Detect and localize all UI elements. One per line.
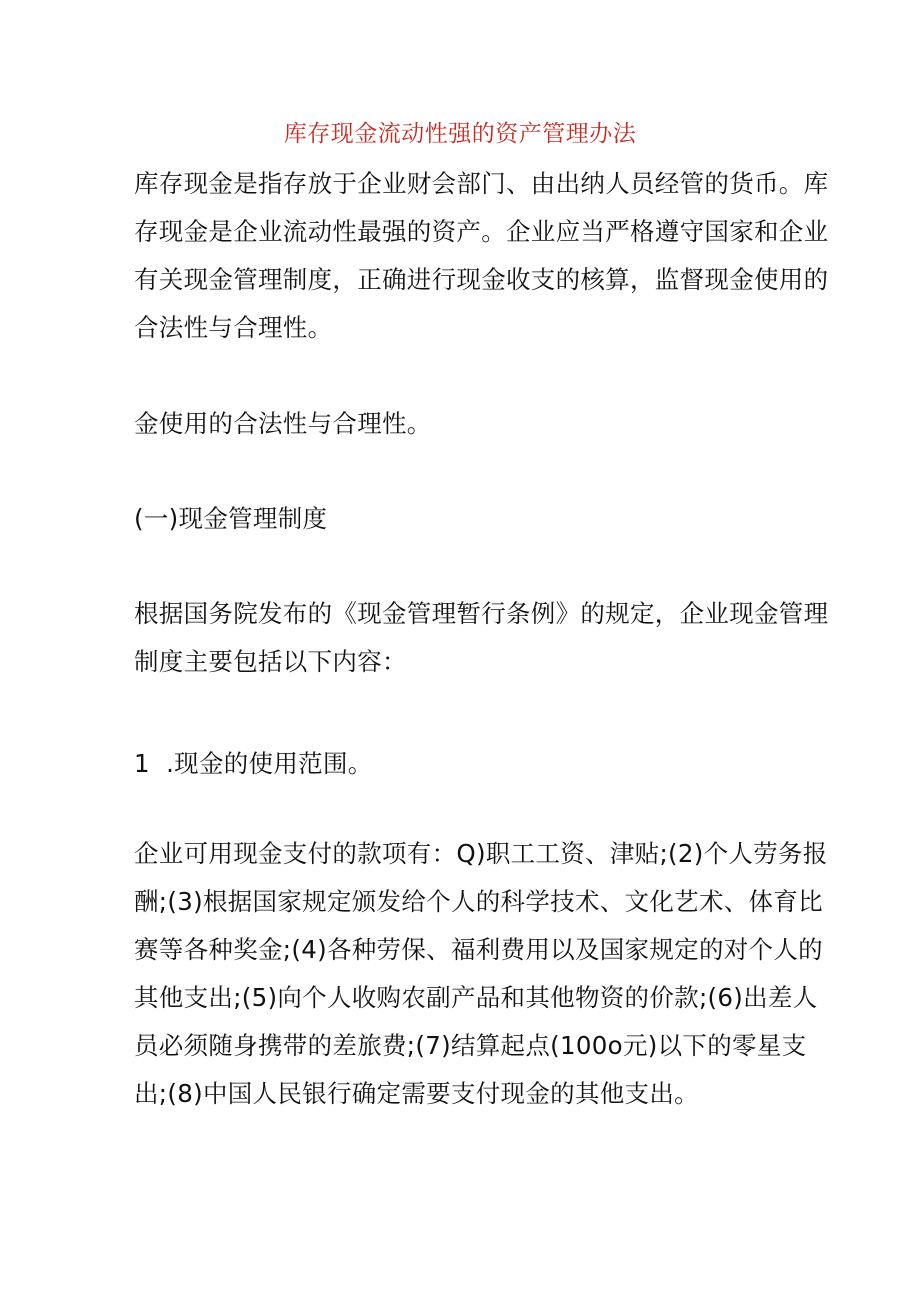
- intro-line: 库存现金是指存放于企业财会部门、由出纳人员经管的货币。库: [134, 169, 829, 198]
- regulation-paragraph: [134, 590, 829, 686]
- document-title: 库存现金流动性强的资产管理办法: [283, 121, 637, 147]
- section-heading: [134, 495, 794, 543]
- usage-line: 出;(8)中国人民银行确定需要支付现金的其他支出。: [134, 1079, 699, 1108]
- intro-paragraph: [134, 160, 829, 352]
- fragment-line: 金使用的合法性与合理性。: [134, 409, 432, 438]
- intro-line: 有关现金管理制度，正确进行现金收支的核算，监督现金使用的: [134, 265, 829, 294]
- intro-line: 合法性与合理性。: [134, 313, 333, 342]
- usage-paragraph: [134, 830, 828, 1118]
- usage-line: 酬;(3)根据国家规定颁发给个人的科学技术、文化艺术、体育比: [134, 887, 823, 916]
- regulation-line: 根据国务院发布的《现金管理暂行条例》的规定，企业现金管理: [134, 599, 829, 628]
- usage-line: 赛等各种奖金;(4)各种劳保、福利费用以及国家规定的对个人的: [134, 935, 823, 964]
- usage-line: 企业可用现金支付的款项有：Q)职工工资、津贴;(2)个人劳务报: [134, 839, 828, 868]
- section-heading-text: (一)现金管理制度: [134, 504, 328, 533]
- item-heading: [134, 740, 794, 788]
- intro-line: 存现金是企业流动性最强的资产。企业应当严格遵守国家和企业: [134, 217, 829, 246]
- usage-line: 其他支出;(5)向个人收购农副产品和其他物资的价款;(6)出差人: [134, 983, 818, 1012]
- fragment-paragraph: [134, 400, 794, 448]
- item-heading-text: 1 .现金的使用范围。: [134, 749, 373, 778]
- regulation-line: 制度主要包括以下内容：: [134, 647, 407, 676]
- usage-line: 员必须随身携带的差旅费;(7)结算起点(100o元)以下的零星支: [134, 1031, 807, 1060]
